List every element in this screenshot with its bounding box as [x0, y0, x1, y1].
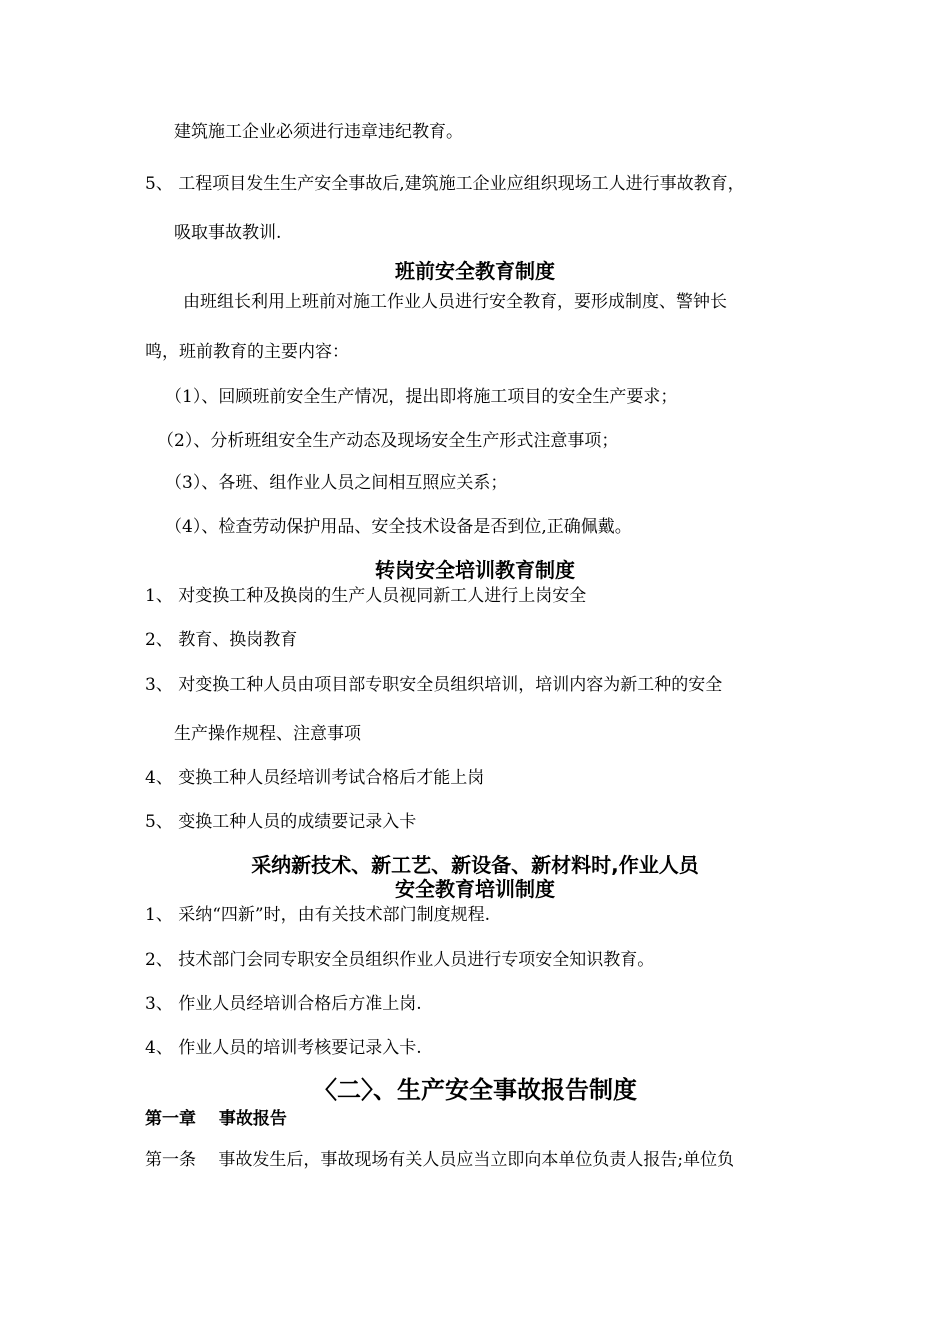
- newtech-section-title-line-2: 安全教育培训制度: [395, 877, 555, 901]
- preshift-paragraph-line-1: 由班组长利用上班前对施工作业人员进行安全教育，要形成制度、警钟长: [183, 292, 727, 312]
- newtech-item-2: 2、 技术部门会同专职安全员组织作业人员进行专项安全知识教育。: [145, 950, 655, 970]
- newtech-section-title-line-1: 采纳新技术、新工艺、新设备、新材料时,作业人员: [251, 853, 699, 877]
- newtech-item-1: 1、 采纳“四新”时，由有关技术部门制度规程.: [145, 905, 491, 925]
- preshift-item-3: （3）、各班、组作业人员之间相互照应关系；: [165, 473, 508, 493]
- transfer-item-1: 1、 对变换工种及换岗的生产人员视同新工人进行上岗安全: [145, 586, 587, 606]
- intro-item-5: 5、 工程项目发生生产安全事故后,建筑施工企业应组织现场工人进行事故教育，: [145, 174, 745, 194]
- article-1: 第一条 事故发生后，事故现场有关人员应当立即向本单位负责人报告;单位负: [145, 1150, 735, 1170]
- preshift-item-2: （2）、分析班组安全生产动态及现场安全生产形式注意事项；: [157, 431, 619, 451]
- preshift-item-4: （4）、检查劳动保护用品、安全技术设备是否到位,正确佩戴。: [165, 517, 632, 537]
- intro-text-line: 建筑施工企业必须进行违章违纪教育。: [174, 122, 463, 142]
- preshift-section-title: 班前安全教育制度: [395, 259, 555, 283]
- newtech-item-4: 4、 作业人员的培训考核要记录入卡.: [145, 1038, 422, 1058]
- intro-item-5-continued: 吸取事故教训.: [174, 223, 282, 243]
- preshift-item-1: （1）、回顾班前安全生产情况，提出即将施工项目的安全生产要求；: [165, 387, 678, 407]
- transfer-item-4: 4、 变换工种人员经培训考试合格后才能上岗: [145, 768, 485, 788]
- transfer-item-5: 5、 变换工种人员的成绩要记录入卡: [145, 812, 417, 832]
- newtech-item-3: 3、 作业人员经培训合格后方准上岗.: [145, 994, 422, 1014]
- transfer-item-3-continued: 生产操作规程、注意事项: [174, 724, 361, 744]
- transfer-item-2: 2、 教育、换岗教育: [145, 630, 298, 650]
- preshift-paragraph-line-2: 鸣，班前教育的主要内容：: [145, 342, 349, 362]
- accident-report-section-title: 〈二〉、生产安全事故报告制度: [313, 1076, 637, 1104]
- transfer-item-3: 3、 对变换工种人员由项目部专职安全员组织培训，培训内容为新工种的安全: [145, 675, 723, 695]
- chapter-heading: 第一章 事故报告: [145, 1109, 287, 1129]
- transfer-section-title: 转岗安全培训教育制度: [375, 558, 575, 582]
